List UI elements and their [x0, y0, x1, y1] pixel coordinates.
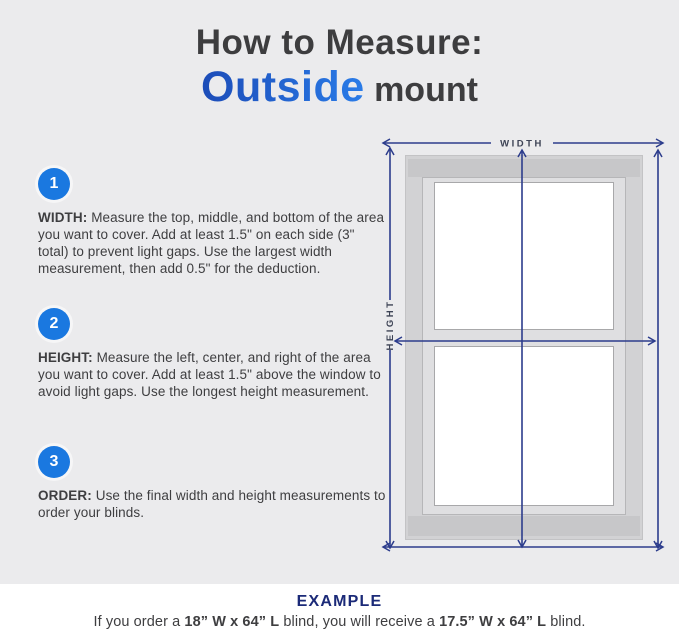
measurement-arrows — [375, 130, 675, 570]
width-arrow-label: WIDTH — [500, 138, 544, 150]
step-1-label: WIDTH: — [38, 210, 88, 225]
title-highlight: Outside — [201, 62, 365, 111]
step-height — [38, 308, 388, 400]
title-line-1: How to Measure: — [195, 23, 484, 62]
step-3-body: Use the final width and height measurements to order your blinds. — [38, 488, 386, 520]
example-sentence — [0, 614, 679, 630]
step-2-body: Measure the left, center, and right of the area you want to cover. Add at least 1.5" above the window to avoid light gaps. Use the longest height measurement. — [38, 350, 381, 399]
step-2-text — [38, 349, 388, 400]
example-middle: blind, you will receive a — [279, 614, 440, 630]
example-suffix: blind. — [546, 614, 586, 630]
step-width — [38, 168, 388, 277]
example-footer — [0, 584, 679, 644]
example-ordered-size: 18” W x 64” L — [184, 614, 280, 630]
step-3-badge: 3 — [38, 446, 70, 478]
step-1-badge: 1 — [38, 168, 70, 200]
step-2-badge: 2 — [38, 308, 70, 340]
step-2-label: HEIGHT: — [38, 350, 93, 365]
step-3-text — [38, 487, 388, 521]
example-heading: EXAMPLE — [296, 593, 383, 610]
height-arrow-label: HEIGHT — [385, 299, 396, 351]
title-rest: mount — [364, 70, 478, 109]
title-line-2 — [0, 63, 679, 112]
page-title — [0, 24, 679, 112]
step-1-body: Measure the top, middle, and bottom of the area you want to cover. Add at least 1.5" on each side (3" total) to prevent light gaps. Use the largest width measurement, then add 0.5" for the deduction. — [38, 210, 385, 276]
step-order — [38, 446, 388, 521]
step-1-text — [38, 209, 388, 277]
step-3-label: ORDER: — [38, 488, 92, 503]
example-received-size: 17.5” W x 64” L — [439, 614, 547, 630]
example-prefix: If you order a — [93, 614, 185, 630]
